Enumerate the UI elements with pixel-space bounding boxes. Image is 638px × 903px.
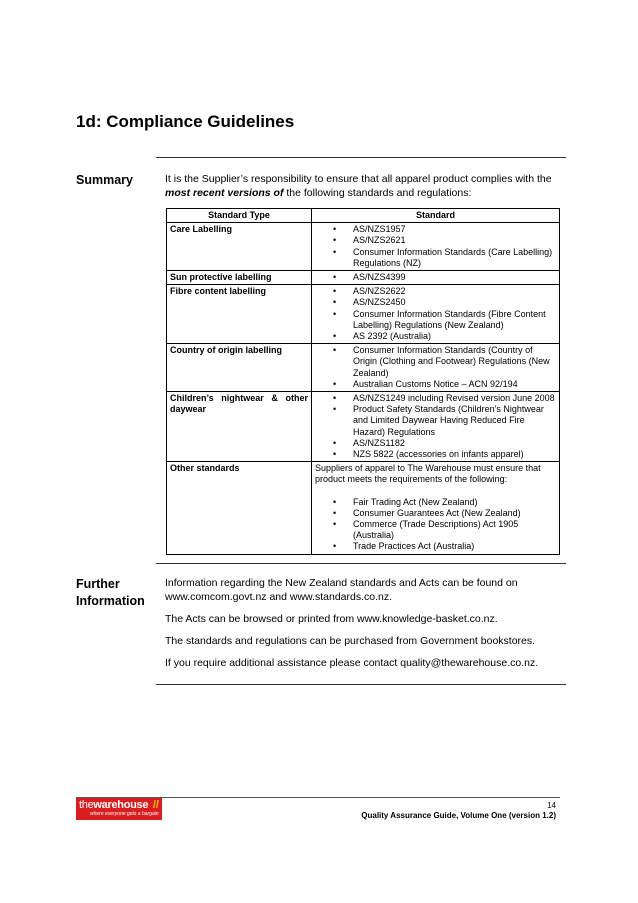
table-row: [167, 271, 560, 285]
standard-type-cell: Care Labelling: [167, 223, 312, 271]
list-item: • AS/NZS2622: [353, 286, 556, 297]
list-item: • Fair Trading Act (New Zealand): [353, 497, 556, 508]
header-standard-type: Standard Type: [167, 209, 312, 223]
table-row: [167, 462, 560, 554]
list-item: • AS/NZS1182: [353, 438, 556, 449]
summary-text-emphasis: most recent versions of: [165, 187, 284, 199]
logo-wordmark: [79, 799, 148, 811]
standard-type-cell: Children’s nightwear & other daywear: [167, 392, 312, 462]
table-row: [167, 344, 560, 392]
logo-slash-icon: //: [152, 799, 159, 811]
logo-the: the: [79, 799, 94, 811]
logo-tagline: where everyone gets a bargain: [90, 811, 159, 817]
table-row: [167, 223, 560, 271]
standard-cell: [312, 344, 560, 392]
logo-warehouse: warehouse: [93, 799, 149, 811]
list-item: • NZS 5822 (accessories on infants apparel): [353, 449, 556, 460]
further-label: [76, 576, 145, 610]
page-number: 14: [547, 801, 556, 810]
table-header-row: [167, 209, 560, 223]
standards-table: [166, 208, 560, 555]
list-item: • AS/NZS2621: [353, 235, 556, 246]
standard-cell: [312, 462, 560, 554]
further-label-line1: Further: [76, 577, 120, 591]
page-title: 1d: Compliance Guidelines: [76, 112, 295, 131]
table-row: [167, 285, 560, 344]
list-item: • Consumer Information Standards (Country of Origin (Clothing and Footwear) Regulations (New Zealand): [353, 345, 556, 379]
standard-cell: [312, 285, 560, 344]
list-item: • Commerce (Trade Descriptions) Act 1905 (Australia): [353, 519, 556, 541]
standard-cell: [312, 392, 560, 462]
standard-type-cell: Sun protective labelling: [167, 271, 312, 285]
list-item: • AS/NZS1249 including Revised version June 2008: [353, 393, 556, 404]
list-item: • Consumer Information Standards (Care Labelling) Regulations (NZ): [353, 247, 556, 269]
list-item: • AS/NZS4399: [353, 272, 556, 283]
list-item: • Consumer Guarantees Act (New Zealand): [353, 508, 556, 519]
standard-cell: [312, 271, 560, 285]
standard-type-cell: Country of origin labelling: [167, 344, 312, 392]
summary-top-rule: [156, 157, 566, 158]
standard-type-cell: Fibre content labelling: [167, 285, 312, 344]
list-item: • AS/NZS1957: [353, 224, 556, 235]
further-p3: The standards and regulations can be purchased from Government bookstores.: [165, 635, 536, 647]
further-p1: Information regarding the New Zealand standards and Acts can be found on www.comcom.govt.nz and www.standards.co.nz.: [165, 577, 518, 603]
further-top-rule: [156, 563, 566, 564]
summary-text: [165, 172, 560, 200]
list-item: • AS 2392 (Australia): [353, 331, 556, 342]
standard-cell: [312, 223, 560, 271]
further-p2: The Acts can be browsed or printed from www.knowledge-basket.co.nz.: [165, 613, 498, 625]
header-standard: Standard: [312, 209, 560, 223]
list-item: • AS/NZS2450: [353, 297, 556, 308]
warehouse-logo: [76, 798, 162, 820]
other-standards-intro: Suppliers of apparel to The Warehouse must ensure that product meets the requirements of the following:: [315, 463, 541, 485]
further-p4: If you require additional assistance please contact quality@thewarehouse.co.nz.: [165, 657, 539, 669]
summary-label: Summary: [76, 173, 133, 187]
list-item: • Product Safety Standards (Children’s Nightwear and Limited Daywear Having Reduced Fire Hazard) Regulations: [353, 404, 556, 438]
further-bottom-rule: [156, 684, 566, 685]
standard-type-cell: Other standards: [167, 462, 312, 554]
list-item: • Australian Customs Notice – ACN 92/194: [353, 379, 556, 390]
summary-text-before: It is the Supplier’s responsibility to ensure that all apparel product complies with the: [165, 173, 552, 185]
summary-text-after: the following standards and regulations:: [283, 187, 472, 199]
table-row: [167, 392, 560, 462]
list-item: • Consumer Information Standards (Fibre Content Labelling) Regulations (New Zealand): [353, 309, 556, 331]
list-item: • Trade Practices Act (Australia): [353, 541, 556, 552]
footer-guide-title: Quality Assurance Guide, Volume One (version 1.2): [361, 811, 556, 820]
further-label-line2: Information: [76, 594, 145, 608]
